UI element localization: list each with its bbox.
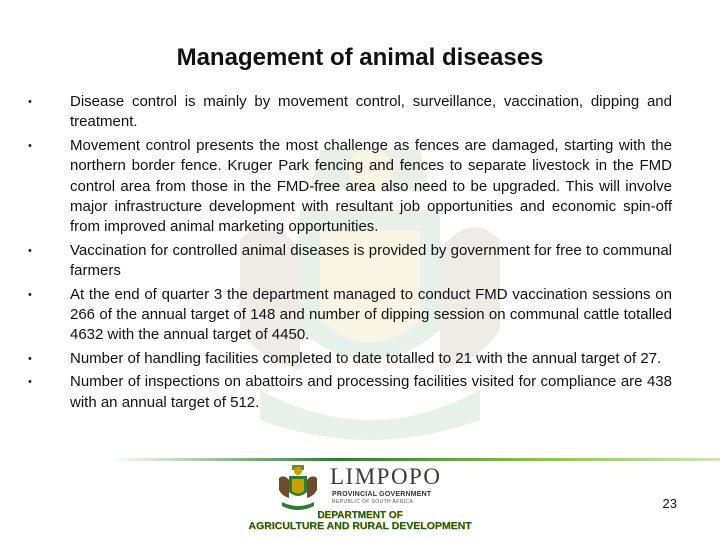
bullet-item-handling-facilities [28, 349, 672, 369]
bullet-dot-icon: • [28, 244, 32, 257]
logo-rule [336, 458, 720, 461]
bullet-text: Movement control presents the most challenge as fences are damaged, starting with the northern border fence. Kruger Park fencing and fences to separate livestock in the FMD control area from those in the FMD-free area also need to be upgraded. This will involve major infrastructure development with resultant job opportunities and economic spin-off from improved animal marketing opportunities. [70, 136, 672, 236]
bullet-text: At the end of quarter 3 the department managed to conduct FMD vaccination sessions on 266 of the annual target of 148 and number of dipping session on communal cattle totalled 4632 with the annual target of 4450. [70, 285, 672, 344]
bullet-dot-icon: • [28, 139, 32, 152]
department-name-line2: AGRICULTURE AND RURAL DEVELOPMENT [248, 520, 472, 532]
page-number: 23 [662, 496, 677, 511]
department-logo [240, 458, 480, 532]
bullet-text: Number of inspections on abattoirs and processing facilities visited for compliance are 438 with an annual target of 512. [70, 373, 672, 411]
bullet-item-vaccination [28, 241, 672, 282]
logo-subtitle-small: REPUBLIC OF SOUTH AFRICA [332, 499, 414, 505]
bullet-text: Disease control is mainly by movement control, surveillance, vaccination, dipping and treatment. [70, 93, 672, 131]
bullet-item-inspections [28, 372, 672, 413]
bullet-dot-icon: • [28, 352, 32, 365]
coat-of-arms-icon [276, 464, 320, 512]
slide-title: Management of animal diseases [176, 44, 544, 71]
bullet-dot-icon: • [28, 288, 32, 301]
bullet-text: Vaccination for controlled animal diseases is provided by government for free to communal farmers [70, 241, 672, 280]
bullet-dot-icon: • [28, 96, 32, 108]
logo-subtitle: PROVINCIAL GOVERNMENT [332, 491, 432, 498]
bullet-dot-icon: • [28, 376, 32, 389]
logo-name: LIMPOPO [330, 464, 442, 489]
bullet-item-disease-control [28, 92, 672, 133]
bullet-list [28, 92, 672, 416]
bullet-item-quarter-3-results [28, 285, 672, 346]
bullet-text: Number of handling facilities completed to date totalled to 21 with the annual target of 27. [70, 349, 662, 367]
logo-rule-left [110, 458, 336, 461]
bullet-item-movement-control [28, 136, 672, 238]
department-name-line1: DEPARTMENT OF [317, 510, 403, 521]
